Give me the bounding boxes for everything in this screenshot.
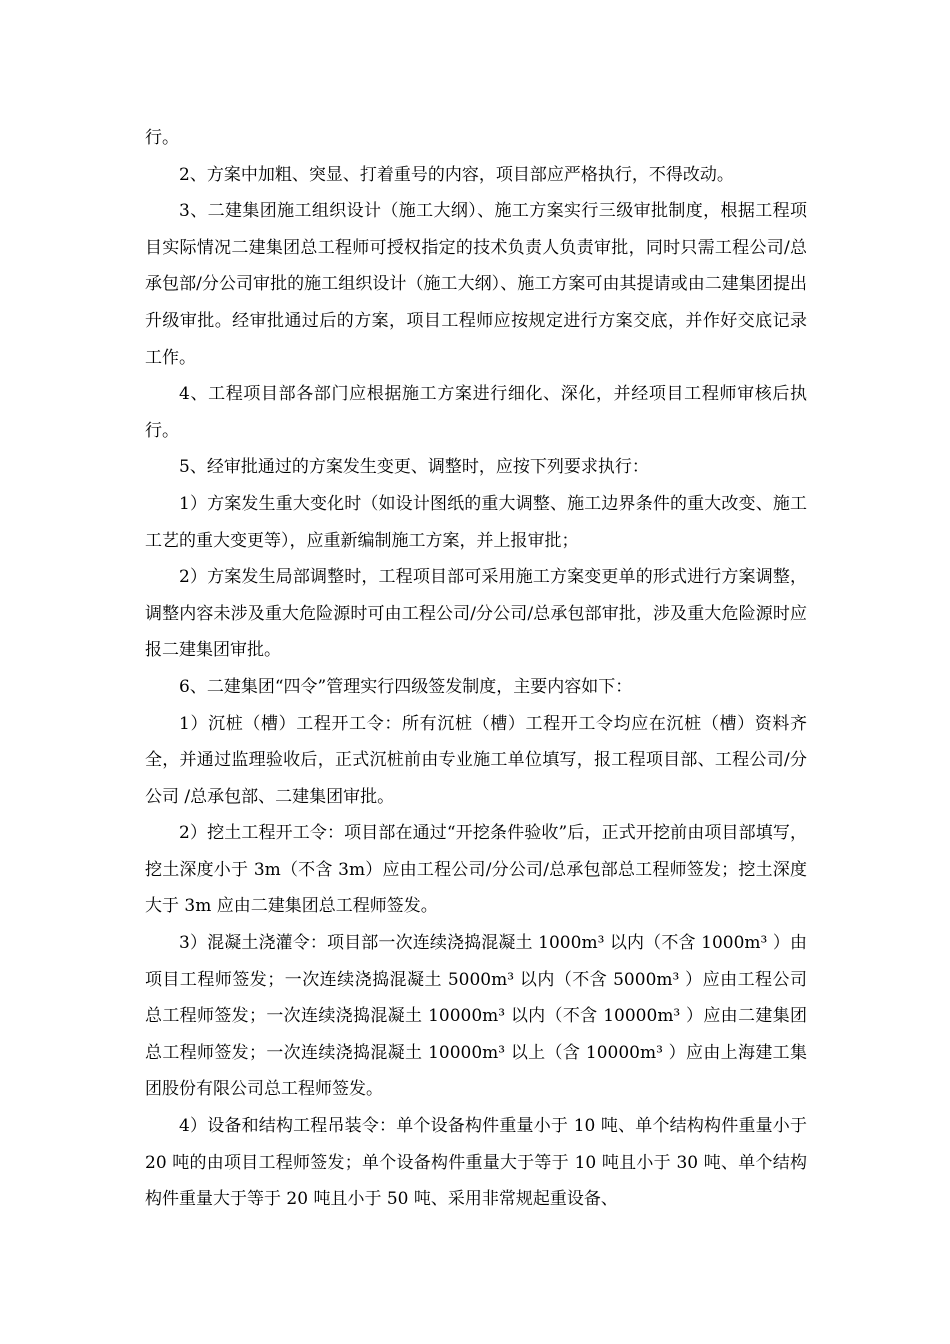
paragraph: 3、二建集团施工组织设计（施工大纲）、施工方案实行三级审批制度，根据工程项目实际情况二建集团总工程师可授权指定的技术负责人负责审批，同时只需工程公司/总承包部/分公司审批的施工组织设计（施工大纲）、施工方案可由其提请或由二建集团提出升级审批。经审批通过后的方案，项目工程师应按规定进行方案交底，并作好交底记录工作。 xyxy=(145,201,807,368)
paragraph: 2）方案发生局部调整时，工程项目部可采用施工方案变更单的形式进行方案调整，调整内容未涉及重大危险源时可由工程公司/分公司/总承包部审批，涉及重大危险源时应报二建集团审批。 xyxy=(145,567,807,661)
paragraph: 4、工程项目部各部门应根据施工方案进行细化、深化，并经项目工程师审核后执行。 xyxy=(145,384,807,441)
paragraph: 4）设备和结构工程吊装令：单个设备构件重量小于 10 吨、单个结构构件重量小于 20 吨的由项目工程师签发；单个设备构件重量大于等于 10 吨且小于 30 吨、单个结构构件重量大于等于 20 吨且小于 50 吨、采用非常规起重设备、 xyxy=(145,1116,807,1210)
paragraph: 5、经审批通过的方案发生变更、调整时，应按下列要求执行： xyxy=(179,457,649,478)
paragraph: 1）沉桩（槽）工程开工令：所有沉桩（槽）工程开工令均应在沉桩（槽）资料齐全，并通过监理验收后，正式沉桩前由专业施工单位填写，报工程项目部、工程公司/分公司 /总承包部、二建集团审批。 xyxy=(145,713,807,807)
paragraph: 行。 xyxy=(145,128,179,148)
paragraph: 3）混凝土浇灌令：项目部一次连续浇捣混凝土 1000m³ 以内（不含 1000m³ ）由项目工程师签发；一次连续浇捣混凝土 5000m³ 以内（不含 5000m³ ）应由工程公司总工程师签发；一次连续浇捣混凝土 10000m³ 以内（不含 10000m³ ）应由二建集团总工程师签发；一次连续浇捣混凝土 10000m³ 以上（含 10000m³ ）应由上海建工集团股份有限公司总工程师签发。 xyxy=(145,933,807,1100)
paragraph: 2、方案中加粗、突显、打着重号的内容，项目部应严格执行，不得改动。 xyxy=(179,164,734,185)
document-body xyxy=(145,120,807,1218)
paragraph: 6、二建集团“四令”管理实行四级签发制度，主要内容如下： xyxy=(179,676,633,697)
paragraph: 1）方案发生重大变化时（如设计图纸的重大调整、施工边界条件的重大改变、施工工艺的重大变更等），应重新编制施工方案，并上报审批； xyxy=(145,493,807,551)
paragraph: 2）挖土工程开工令：项目部在通过“开挖条件验收”后，正式开挖前由项目部填写，挖土深度小于 3m（不含 3m）应由工程公司/分公司/总承包部总工程师签发；挖土深度大于 3m 应由二建集团总工程师签发。 xyxy=(145,823,807,917)
